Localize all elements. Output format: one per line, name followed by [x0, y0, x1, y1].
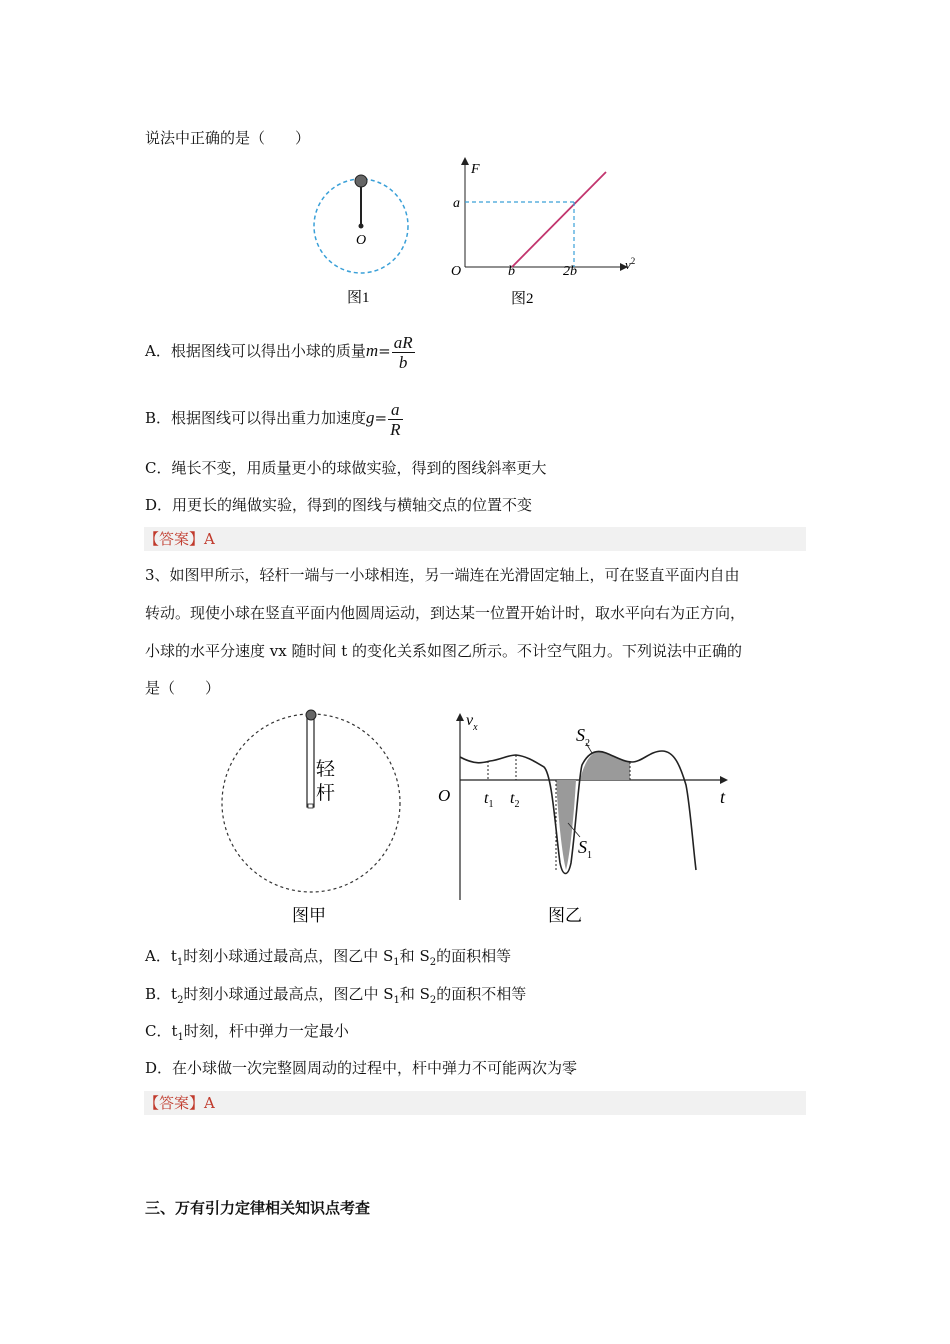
option-a: A．根据图线可以得出小球的质量m= $\frac{aR}{b}$: [145, 332, 413, 372]
figure-jia: [215, 705, 415, 935]
fig1-center-label: O: [356, 233, 367, 248]
fig-yi-s1: $S_1$: [578, 837, 592, 861]
q3-answer-value: A: [204, 1094, 215, 1112]
q3-stem-line-1: 3、如图甲所示，轻杆一端与一小球相连，另一端连在光滑固定轴上，可在竖直平面内自由: [145, 566, 740, 584]
rod-label-2: 杆: [316, 782, 336, 804]
rod: [307, 717, 314, 807]
option-d: D．用更长的绳做实验，得到的图线与横轴交点的位置不变: [145, 496, 533, 514]
q3-option-c: C．$t_1$时刻，杆中弹力一定最小: [145, 1022, 349, 1043]
fig2-x-tick-2b: 2b: [563, 264, 577, 279]
fig2-y-axis-label: F: [471, 162, 480, 177]
fig2-origin: O: [451, 264, 462, 279]
ball-icon: [306, 710, 316, 720]
q3-option-d: D．在小球做一次完整圆周动的过程中，杆中弹力不可能两次为零: [145, 1059, 578, 1077]
fig-yi-s2: $S_2$: [576, 725, 590, 749]
fig2-x-axis-label: $v^2$: [625, 256, 636, 272]
section-title: 三、万有引力定律相关知识点考查: [145, 1199, 371, 1217]
q3-answer-box: [144, 1091, 806, 1115]
q3-stem-line-3: 小球的水平分速度 vx 随时间 t 的变化关系如图乙所示。不计空气阻力。下列说法中正确的: [145, 642, 743, 660]
fig2-x-tick-b: b: [508, 264, 515, 279]
q3-option-b: B．$t_2$时刻小球通过最高点，图乙中 $S_1$和 $S_2$的面积不相等: [145, 985, 527, 1006]
answer-label: 【答案】: [144, 530, 205, 548]
q3-stem-line-2: 转动。现使小球在竖直平面内他圆周运动，到达某一位置开始计时，取水平向右为正方向，: [145, 604, 746, 622]
pivot-point: [359, 224, 364, 229]
figure-2-graph: [445, 155, 645, 310]
option-b: B．根据图线可以得出重力加速度g= $\frac{a}{R}$: [145, 399, 401, 439]
fig2-caption: 图2: [511, 291, 534, 307]
ball-icon: [355, 175, 367, 187]
option-c: C．绳长不变，用质量更小的球做实验，得到的图线斜率更大: [145, 459, 547, 477]
fig1-caption: 图1: [347, 290, 370, 306]
q3-stem-line-4: 是（ ）: [145, 679, 221, 697]
fig-yi-origin: O: [438, 786, 451, 805]
q3-answer-label: 【答案】: [144, 1094, 205, 1112]
figure-yi-graph: [430, 705, 740, 935]
fig-yi-t2: $t_2$: [510, 790, 520, 810]
f-vs-v2-line: [512, 172, 606, 267]
fig-yi-caption: 图乙: [548, 906, 582, 926]
fig2-y-tick-a: a: [453, 196, 460, 211]
answer-value: A: [204, 530, 215, 548]
fig-yi-y-axis: $v_x$: [466, 712, 478, 733]
q3-option-a: A．$t_1$时刻小球通过最高点，图乙中 $S_1$和 $S_2$的面积相等: [145, 947, 512, 968]
fig-yi-t1: $t_1$: [484, 790, 494, 810]
fig-jia-caption: 图甲: [292, 906, 326, 926]
fig-yi-x-axis: t: [720, 787, 726, 807]
question-stem: 说法中正确的是（ ）: [145, 129, 311, 147]
figure-1-circle: [300, 170, 420, 310]
rod-label-1: 轻: [316, 758, 336, 780]
answer-box: [144, 527, 806, 551]
